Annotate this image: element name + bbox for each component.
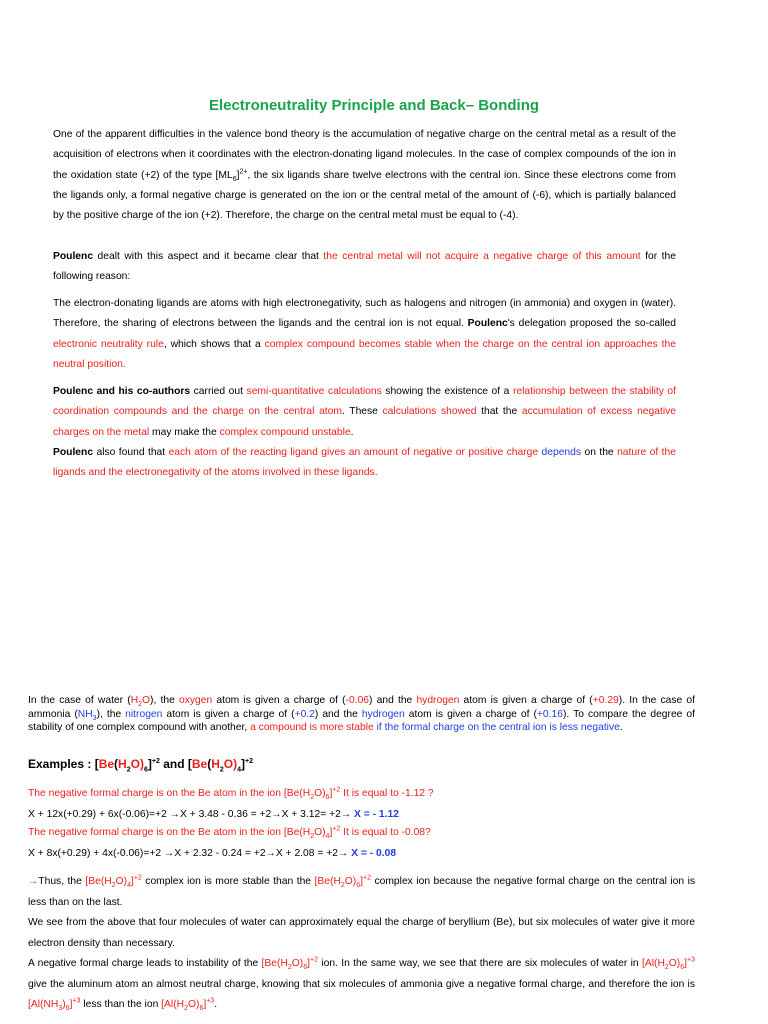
paragraph-coauthors: Poulenc and his co-authors carried out semi-quantitative calculations showing the existence of a relationship between the stability of coordination compounds and the charge on the central atom. These calculations showed that the accumulation of excess negative charges on the metal may make the complex compound unstable. bbox=[53, 386, 677, 438]
paragraph-instability: A negative formal charge leads to instability of the $[Be(H_2O)_6]^{+2}$ ion. In the same way, we see that there are six molecules of water in $[Al(H_2O)_6]^{+3}$ give the aluminum atom an almost neutral charge, knowing that six molecules of ammonia give a negative formal charge, and therefore the ion is $[Al(NH_3)_6]^{+3}$ less than the ion $[Al(H_2O)_6]^{+3}$. bbox=[28, 956, 695, 1013]
question-2: The negative formal charge is on the Be atom in the ion $[Be(H_2O)_4]^{+2}$ It is equal to -0.08? bbox=[28, 825, 431, 841]
question-1: The negative formal charge is on the Be atom in the ion $[Be(H_2O)_6]^{+2}$ It is equal to -1.12 ? bbox=[28, 786, 434, 802]
equation-1: X + 12x(+0.29) + 6x(-0.06)=+2 →X + 3.48 - 0.36 = +2→X + 3.12= +2→ X = - 1.12 bbox=[28, 809, 399, 820]
water-formula: $H_2O$ bbox=[130, 695, 151, 709]
paragraph-poulenc-aspect: Poulenc dealt with this aspect and it became clear that the central metal will not acquire a negative charge of this amount for the following reason: bbox=[53, 251, 676, 283]
page-title: Electroneutrality Principle and Back– Bonding bbox=[208, 97, 540, 114]
ammonia-formula: $NH_3$ bbox=[77, 708, 97, 722]
arrow-icon: → bbox=[28, 876, 39, 887]
paragraph-valence-bond: One of the apparent difficulties in the valence bond theory is the accumulation of negative charge on the central metal as a result of the acquisition of electrons when it coordinates with the electron-donating ligand molecules. In the case of complex compounds of the ion in the oxidation state (+2) of the type $[ML_6]^{2+}$, the six ligands share twelve electrons with the central ion. Since these electrons come from the ligands only, a formal negative charge is generated on the ion or the central metal of the amount of (-6), which is partially balanced by the positive charge of the ion (+2). Therefore, the charge on the central metal must be equal to (-4). bbox=[53, 129, 676, 222]
paragraph-electronegativity: The electron-donating ligands are atoms with high electronegativity, such as halogens and nitrogen (in ammonia) and oxygen in (water). Therefore, the sharing of electrons between the ligands and the central ion is not equal. Poulenc's delegation proposed the so-called electronic neutrality rule, which shows that a complex compound becomes stable when the charge on the central ion approaches the neutral position. bbox=[53, 298, 676, 370]
paragraph-ligand-charge: Poulenc also found that each atom of the reacting ligand gives an amount of negative or positive charge depends on the nature of the ligands and the electronegativity of the atoms involved in these ligands. bbox=[53, 447, 676, 479]
paragraph-four-molecules: We see from the above that four molecules of water can approximately equal the charge of beryllium (Be), but six molecules of water give it more electron density than necessary. bbox=[28, 917, 695, 949]
equation-2: X + 8x(+0.29) + 4x(-0.06)=+2 →X + 2.32 - 0.24 = +2→X + 2.08 = +2→ X = - 0.08 bbox=[28, 848, 397, 859]
paragraph-thus: →Thus, the $[Be(H_2O)_4]^{+2}$ complex ion is more stable than the $[Be(H_2O)_6]^{+2}$ complex ion because the negative formal charge on the central ion is less than on the last. bbox=[28, 874, 696, 908]
paragraph-water-ammonia: In the case of water $(H_2O)$, the oxygen atom is given a charge of (-0.06) and the hydrogen atom is given a charge of (+0.29). In the case of ammonia $(NH_3)$, the nitrogen atom is given a charge of (+0.2) and the hydrogen atom is given a charge of (+0.16). To compare the degree of stability of one complex compound with another, a compound is more stable if the formal charge on the central ion is less negative. bbox=[28, 695, 695, 734]
examples-heading: Examples : $[Be(H_2O)_6]^{+2}$ and $[Be(H_2O)_4]^{+2}$ bbox=[28, 757, 254, 774]
